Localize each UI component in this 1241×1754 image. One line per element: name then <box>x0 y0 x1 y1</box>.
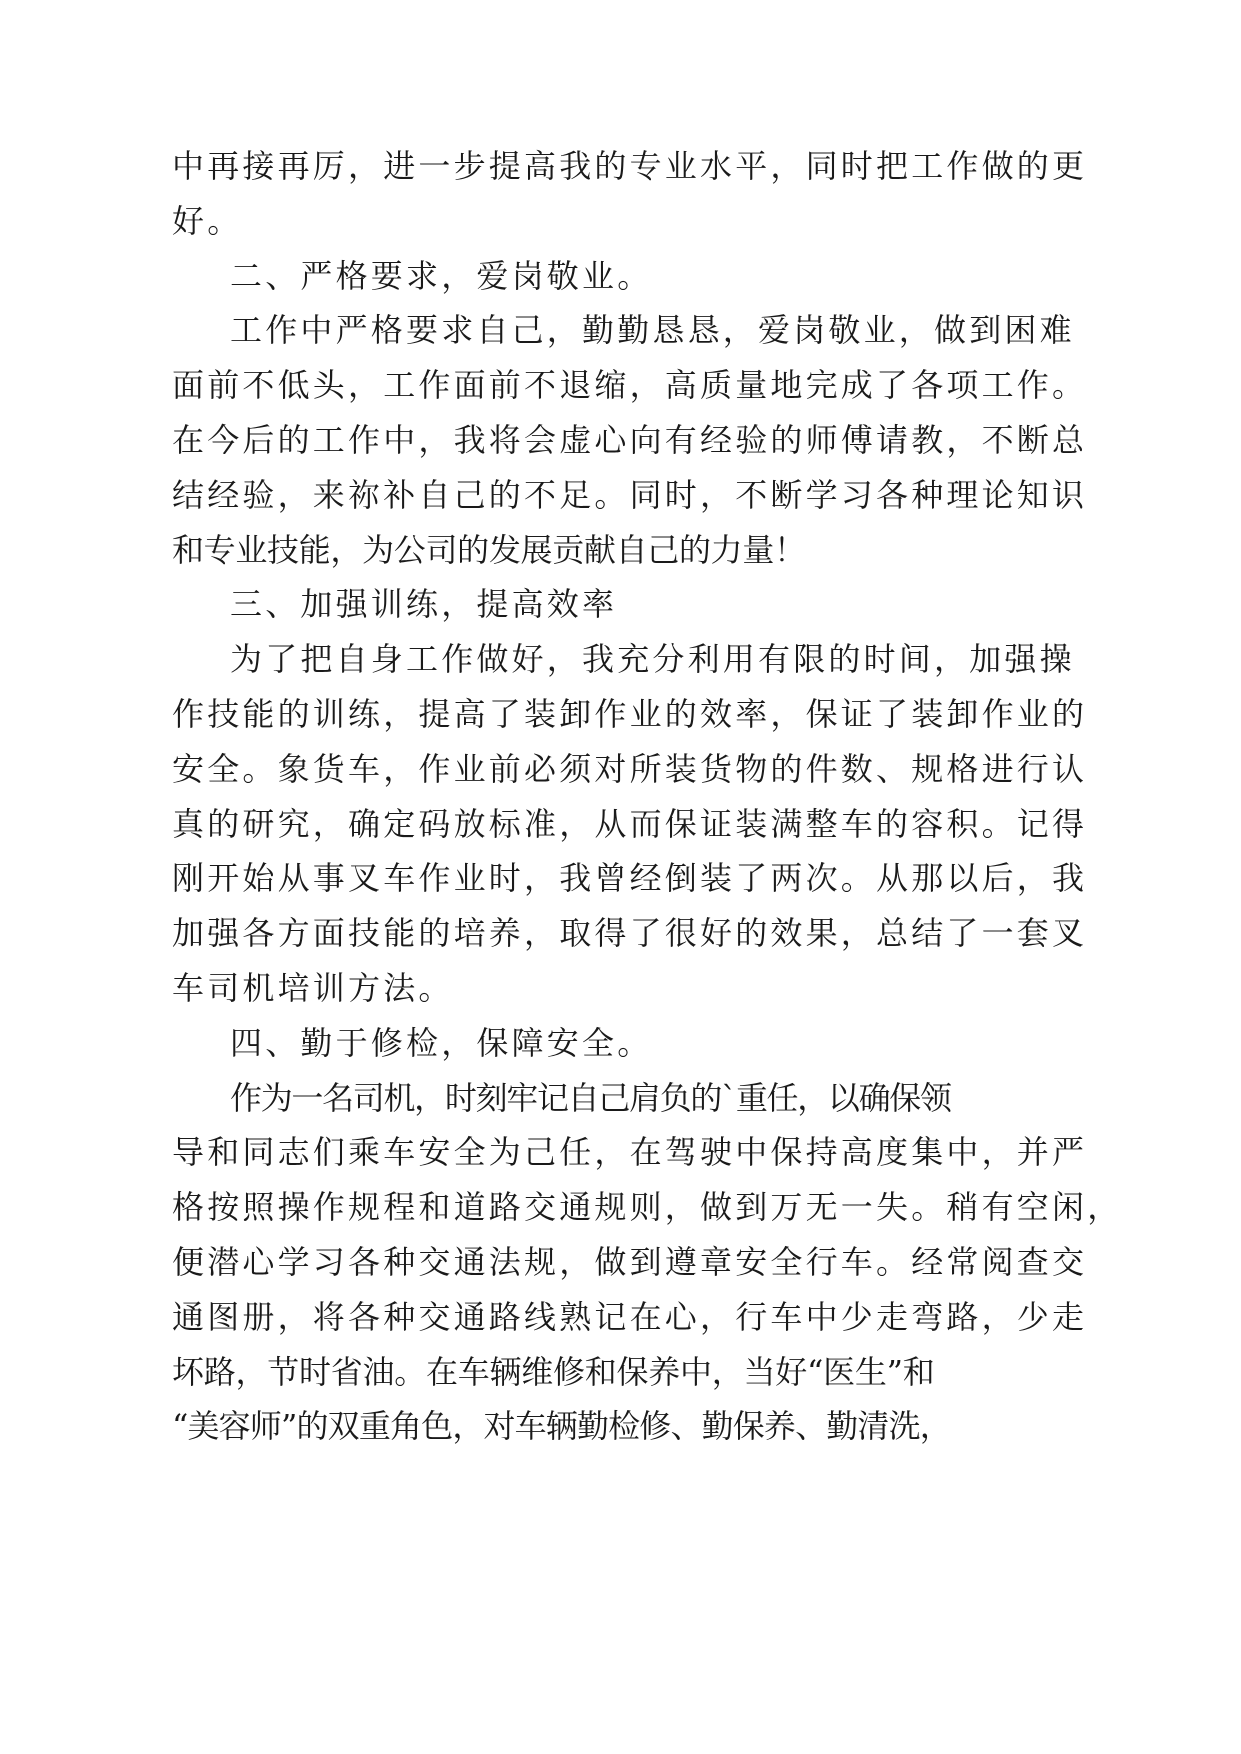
text-line: 格按照操作规程和道路交通规则，做到万无一失。稍有空闲， <box>172 1188 1123 1227</box>
text-line: 好。 <box>172 201 243 240</box>
text-line: 便潜心学习各种交通法规，做到遵章安全行车。经常阅查交 <box>172 1243 1088 1281</box>
section-heading: 四、勤于修检，保障安全。 <box>230 1023 653 1062</box>
text-line: 加强各方面技能的培养，取得了很好的效果，总结了一套叉 <box>172 914 1088 953</box>
text-line: 面前不低头，工作面前不退缩，高质量地完成了各项工作。 <box>172 366 1088 405</box>
text-line: 和专业技能，为公司的发展贡献自己的力量！ <box>172 530 806 569</box>
text-line: 刚开始从事叉车作业时，我曾经倒装了两次。从那以后，我 <box>172 859 1088 898</box>
paragraph-first-line: 为了把自身工作做好，我充分利用有限的时间，加强操 <box>230 640 1075 679</box>
text-line: 真的研究，确定码放标准，从而保证装满整车的容积。记得 <box>172 804 1088 843</box>
text-line: “美容师”的双重角色，对车辆勤检修、勤保养、勤清洗， <box>172 1407 951 1446</box>
text-line: 安全。象货车，作业前必须对所装货物的件数、规格进行认 <box>172 749 1088 788</box>
section-heading: 二、严格要求，爱岗敬业。 <box>230 256 653 295</box>
paragraph-first-line: 作为一名司机，时刻牢记自己肩负的`重任，以确保领 <box>230 1078 951 1117</box>
section-heading: 三、加强训练，提高效率 <box>230 585 618 624</box>
text-line: 车司机培训方法。 <box>172 969 454 1007</box>
text-line: 通图册，将各种交通路线熟记在心，行车中少走弯路，少走 <box>172 1297 1088 1336</box>
paragraph-first-line: 工作中严格要求自己，勤勤恳恳，爱岗敬业，做到困难 <box>230 311 1075 350</box>
text-line: 坏路，节时省油。在车辆维修和保养中，当好“医生”和 <box>172 1352 935 1391</box>
text-line: 导和同志们乘车安全为己任，在驾驶中保持高度集中，并严 <box>172 1133 1088 1172</box>
text-line: 结经验，来祢补自己的不足。同时，不断学习各种理论知识 <box>172 475 1088 514</box>
text-line: 作技能的训练，提高了装卸作业的效率，保证了装卸作业的 <box>172 695 1088 733</box>
text-line: 中再接再厉，进一步提高我的专业水平，同时把工作做的更 <box>172 147 1088 185</box>
text-line: 在今后的工作中，我将会虚心向有经验的师傅请教，不断总 <box>172 421 1088 459</box>
